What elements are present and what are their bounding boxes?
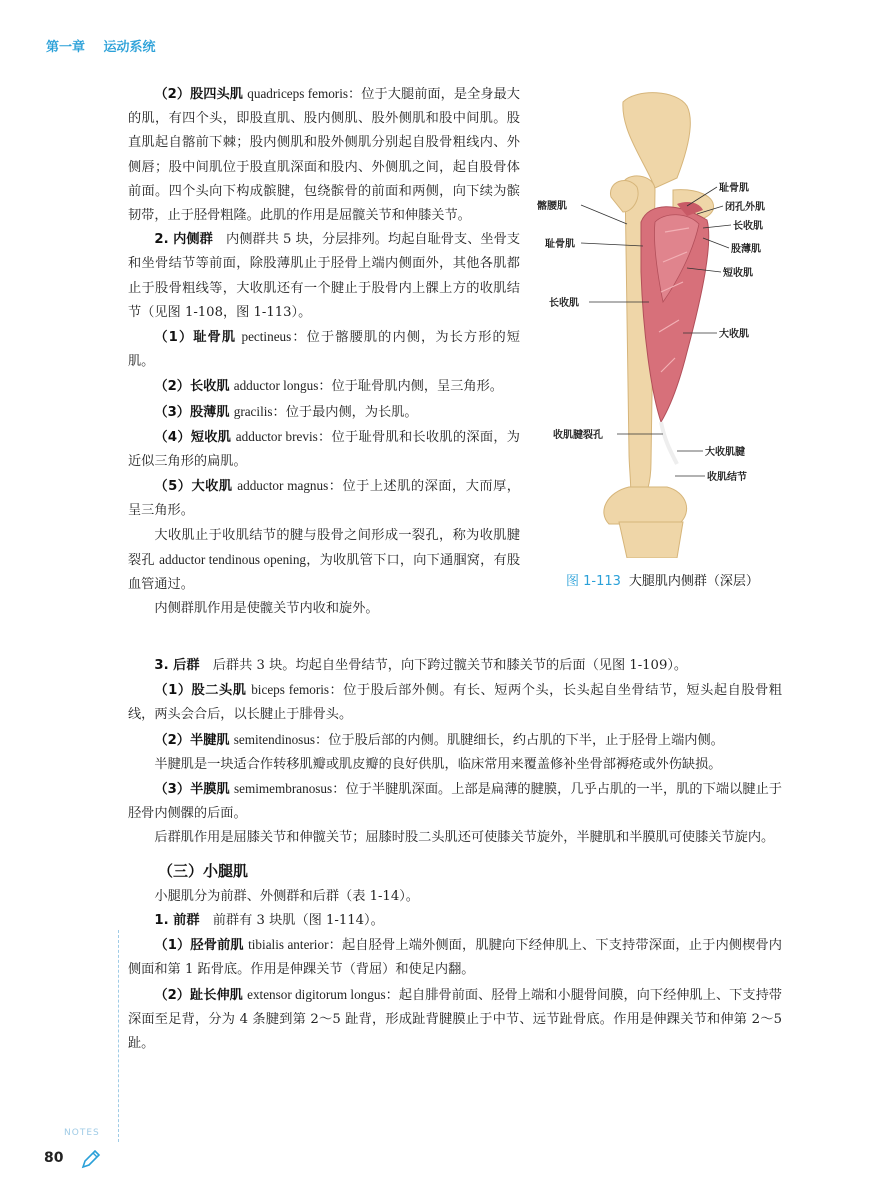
paragraph: 1. 前群 前群有 3 块肌（图 1-114）。 (154, 913, 384, 929)
label-adductor-longus-left: 长收肌 (549, 298, 579, 309)
notes-margin-line (118, 930, 119, 1142)
text-column-bottom (128, 654, 782, 1056)
notes-label: NOTES (64, 1128, 100, 1138)
figure-caption (566, 570, 759, 589)
text-column-top (128, 82, 520, 621)
paragraph: （5）大收肌 adductor magnus：位于上述肌的深面，大而厚，呈三角形。 (128, 478, 520, 519)
label-iliopsoas: 髂腰肌 (537, 201, 567, 212)
figure-number: 图 1-113 (566, 574, 621, 589)
label-adductor-magnus: 大收肌 (719, 329, 749, 340)
label-gracilis: 股薄肌 (731, 244, 761, 255)
paragraph: （2）半腱肌 semitendinosus：位于股后部的内侧。肌腱细长，约占肌的下半，止于胫骨上端内侧。 (154, 731, 724, 748)
paragraph: 后群肌作用是屈膝关节和伸髋关节；屈膝时股二头肌还可使膝关节旋外，半腱肌和半膜肌可使膝关节旋内。 (154, 830, 775, 846)
thigh-illustration (537, 92, 785, 558)
figure-title: 大腿肌内侧群（深层） (628, 574, 759, 589)
running-header (46, 36, 170, 55)
figure-thigh-muscles (537, 92, 785, 558)
label-pectineus-right: 耻骨肌 (719, 183, 749, 194)
label-adductor-tubercle: 收肌结节 (707, 472, 747, 483)
paragraph: 2. 内侧群 内侧群共 5 块，分层排列。均起自耻骨支、坐骨支和坐骨结节等前面，除股薄肌止于胫骨上端内侧面外，其他各肌都止于股骨粗线等，大收肌还有一个腱止于股骨内上髁上方的收肌结节（见图 1-108，图 1-113）。 (128, 232, 521, 320)
paragraph: 小腿肌分为前群、外侧群和后群（表 1-14）。 (154, 888, 419, 904)
paragraph: （3）股薄肌 gracilis：位于最内侧，为长肌。 (154, 403, 418, 420)
chapter-label: 第一章 (46, 40, 86, 55)
paragraph: 大收肌止于收肌结节的腱与股骨之间形成一裂孔，称为收肌腱裂孔 adductor tendinous opening，为收肌管下口，向下通腘窝，有股血管通过。 (128, 527, 521, 593)
pencil-icon (80, 1148, 102, 1174)
label-obturator-externus: 闭孔外肌 (725, 202, 765, 213)
paragraph: 3. 后群 后群共 3 块。均起自坐骨结节，向下跨过髋关节和膝关节的后面（见图 1-109）。 (154, 658, 688, 673)
paragraph: （3）半膜肌 semimembranosus：位于半腱肌深面。上部是扁薄的腱膜，几乎占肌的一半，肌的下端以腱止于胫骨内侧髁的后面。 (128, 781, 782, 822)
section-label: 运动系统 (103, 40, 156, 55)
label-pectineus-left: 耻骨肌 (545, 239, 575, 250)
paragraph: 半腱肌是一块适合作转移肌瓣或肌皮瓣的良好供肌，临床常用来覆盖修补坐骨部褥疮或外伤缺损。 (154, 756, 722, 772)
paragraph: （2）趾长伸肌 extensor digitorum longus：起自腓骨前面、胫骨上端和小腿骨间膜，向下经伸肌上、下支持带深面至足背，分为 4 条腱到第 2～5 趾背，形成趾背腱膜止于中节、远节趾骨底。作用是伸踝关节和伸第 2～5 趾。 (128, 986, 782, 1052)
label-adductor-longus-right: 长收肌 (733, 221, 763, 232)
section-heading: （三）小腿肌 (158, 861, 249, 880)
paragraph: 内侧群肌作用是使髋关节内收和旋外。 (154, 601, 379, 617)
label-adductor-opening: 收肌腱裂孔 (553, 430, 603, 441)
page-number: 80 (44, 1150, 64, 1166)
paragraph: （1）胫骨前肌 tibialis anterior：起自胫骨上端外侧面，肌腱向下经伸肌上、下支持带深面，止于内侧楔骨内侧面和第 1 跖骨底。作用是伸踝关节（背屈）和使足内翻。 (128, 937, 782, 978)
paragraph: （2）长收肌 adductor longus：位于耻骨肌内侧，呈三角形。 (154, 378, 503, 395)
paragraph: （4）短收肌 adductor brevis：位于耻骨肌和长收肌的深面，为近似三角形的扁肌。 (128, 428, 520, 470)
paragraph: （1）股二头肌 biceps femoris：位于股后部外侧。有长、短两个头，长头起自坐骨结节，短头起自股骨粗线，两头会合后，以长腱止于腓骨头。 (128, 682, 782, 723)
label-adductor-brevis: 短收肌 (723, 268, 753, 279)
paragraph: （1）耻骨肌 pectineus：位于髂腰肌的内侧，为长方形的短肌。 (128, 329, 520, 370)
paragraph: （2）股四头肌 quadriceps femoris：位于大腿前面，是全身最大的肌，有四个头，即股直肌、股内侧肌、股外侧肌和股中间肌。股直肌起自髂前下棘；股内侧肌和股外侧肌分别起自股骨粗线内、外侧唇；股中间肌位于股直肌深面和股内、外侧肌之间，起自股骨体前面。四个头向下构成髌腱，包绕髌骨的前面和两侧，向下续为髌韧带，止于胫骨粗隆。此肌的作用是屈髋关节和伸膝关节。 (128, 86, 520, 224)
label-adductor-magnus-tendon: 大收肌腱 (705, 447, 745, 458)
